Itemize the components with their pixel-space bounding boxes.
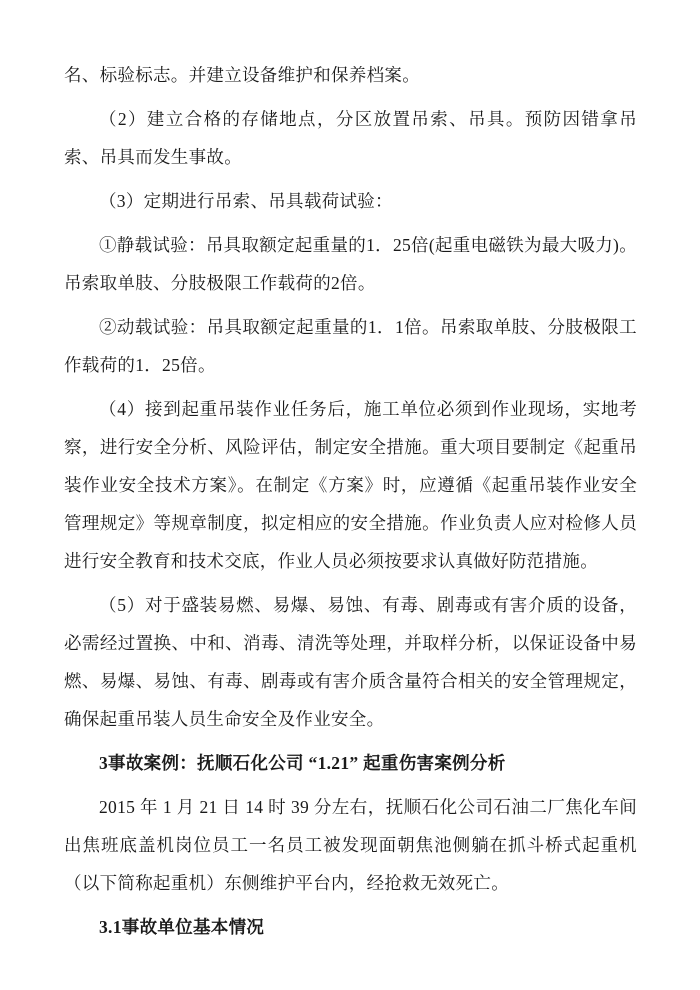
paragraph-item-5: （5）对于盛装易燃、易爆、易蚀、有毒、剧毒或有害介质的设备，必需经过置换、中和、消毒、清洗等处理，并取样分析，以保证设备中易燃、易爆、易蚀、有毒、剧毒或有害介质含量符合相关的安全管理规定，确保起重吊装人员生命安全及作业安全。 [64, 595, 637, 729]
paragraph-continuation: 名、标验标志。并建立设备维护和保养档案。 [64, 65, 420, 85]
heading-unit-basic-info: 3.1事故单位基本情况 [99, 917, 265, 937]
heading-case-analysis: 3事故案例：抚顺石化公司 “1.21” 起重伤害案例分析 [99, 753, 506, 773]
paragraph-item-3: （3）定期进行吊索、吊具载荷试验： [99, 191, 393, 211]
paragraph-item-4: （4）接到起重吊装作业任务后，施工单位必须到作业现场，实地考察，进行安全分析、风险评估，制定安全措施。重大项目要制定《起重吊装作业安全技术方案》。在制定《方案》时，应遵循《起重吊装作业安全管理规定》等规章制度，拟定相应的安全措施。作业负责人应对检修人员进行安全教育和技术交底，作业人员必须按要求认真做好防范措施。 [64, 399, 637, 571]
document-body [64, 56, 637, 946]
paragraph-item-2: （2）建立合格的存储地点，分区放置吊索、吊具。预防因错拿吊索、吊具而发生事故。 [64, 109, 637, 167]
paragraph-accident-description: 2015 年 1 月 21 日 14 时 39 分左右，抚顺石化公司石油二厂焦化车间出焦班底盖机岗位员工一名员工被发现面朝焦池侧躺在抓斗桥式起重机（以下简称起重机）东侧维护平台内，经抢救无效死亡。 [64, 797, 637, 893]
paragraph-dynamic-load-test: ②动载试验：吊具取额定起重量的1．1倍。吊索取单肢、分肢极限工作载荷的1．25倍。 [64, 317, 637, 375]
paragraph-static-load-test: ①静载试验：吊具取额定起重量的1．25倍(起重电磁铁为最大吸力)。吊索取单肢、分肢极限工作载荷的2倍。 [64, 235, 637, 293]
